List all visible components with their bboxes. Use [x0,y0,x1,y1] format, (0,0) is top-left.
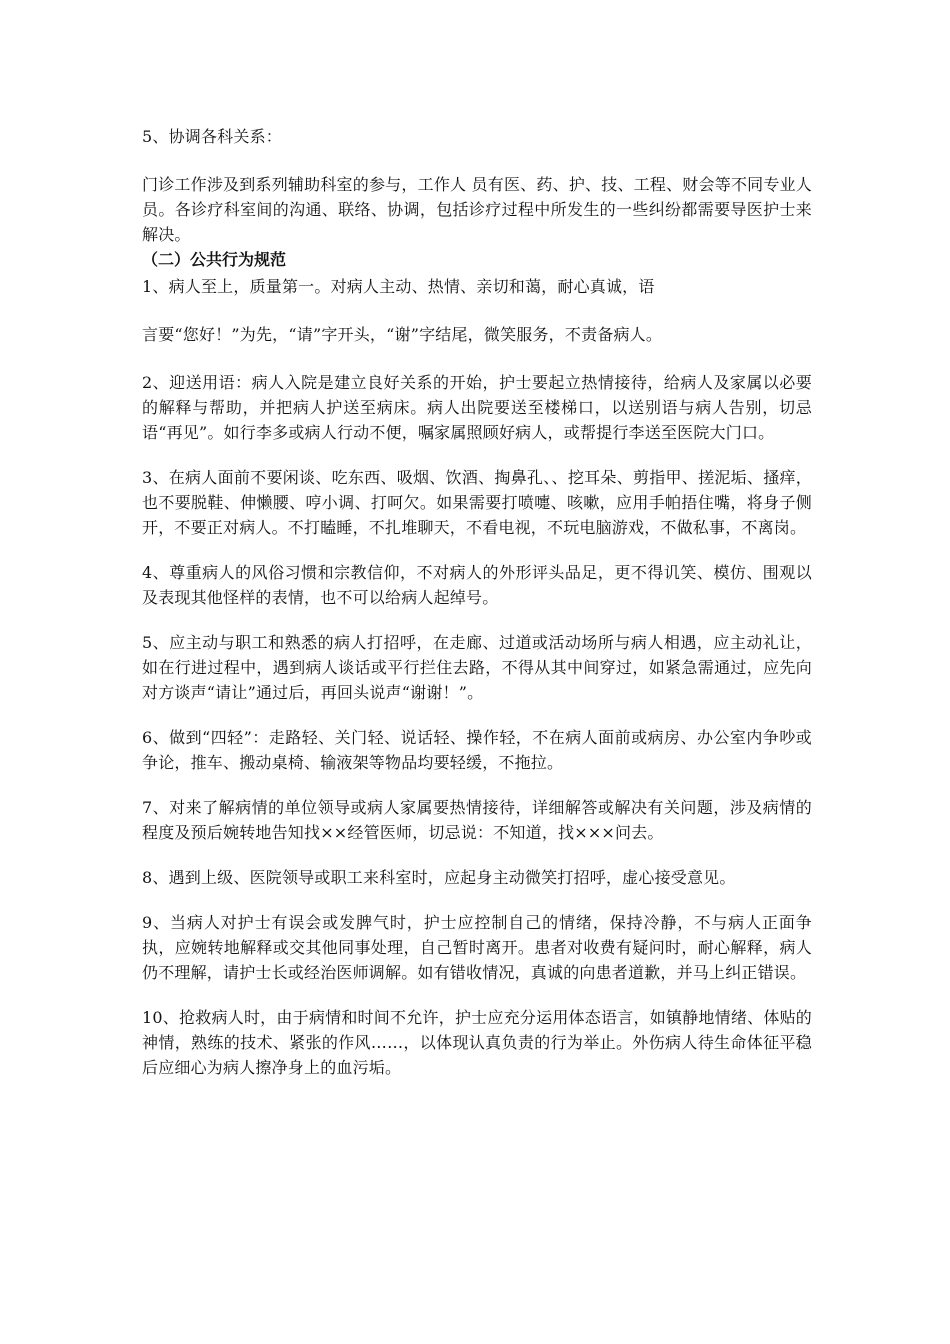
section-heading: （二）公共行为规范 [142,250,287,269]
paragraph-rule-1-cont: 言要“您好！”为先，“请”字开头，“谢”字结尾，微笑服务，不责备病人。 [142,325,663,344]
paragraph-rule-9: 9、当病人对护士有误会或发脾气时，护士应控制自己的情绪，保持冷静，不与病人正面争执，应婉转地解释或交其他同事处理，自己暂时离开。患者对收费有疑问时，耐心解释，病人仍不理解，请护士长或经治医师调解。如有错收情况，真诚的向患者道歉，并马上纠正错误。 [142,913,812,982]
paragraph-rule-4: 4、尊重病人的风俗习惯和宗教信仰，不对病人的外形评头品足，更不得讥笑、模仿、围观以及表现其他怪样的表情，也不可以给病人起绰号。 [142,563,812,607]
paragraph-rule-7: 7、对来了解病情的单位领导或病人家属要热情接待，详细解答或解决有关问题，涉及病情的程度及预后婉转地告知找××经管医师，切忌说：不知道，找×××问去。 [142,798,812,842]
document-page [142,124,812,1080]
paragraph-rule-6: 6、做到“四轻”：走路轻、关门轻、说话轻、操作轻，不在病人面前或病房、办公室内争吵或争论，推车、搬动桌椅、输液架等物品均要轻缓，不拖拉。 [142,728,812,772]
paragraph-rule-2: 2、迎送用语：病人入院是建立良好关系的开始，护士要起立热情接待，给病人及家属以必要的解释与帮助，并把病人护送至病床。病人出院要送至楼梯口，以送别语与病人告别，切忌语“再见”。如行李多或病人行动不便，嘱家属照顾好病人，或帮提行李送至医院大门口。 [142,373,812,442]
paragraph-outpatient: 门诊工作涉及到系列辅助科室的参与，工作人 员有医、药、护、技、工程、财会等不同专业人员。各诊疗科室间的沟通、联络、协调，包括诊疗过程中所发生的一些纠纷都需要导医护士来解决。 [142,175,812,244]
paragraph-rule-1: 1、病人至上，质量第一。对病人主动、热情、亲切和蔼，耐心真诚，语 [142,277,655,296]
paragraph-rule-8: 8、遇到上级、医院领导或职工来科室时，应起身主动微笑打招呼，虚心接受意见。 [142,868,736,887]
paragraph-rule-10: 10、抢救病人时，由于病情和时间不允许，护士应充分运用体态语言，如镇静地情绪、体贴的神情，熟练的技术、紧张的作风……，以体现认真负责的行为举止。外伤病人待生命体征平稳后应细心为病人擦净身上的血污垢。 [142,1008,812,1077]
paragraph-rule-5: 5、应主动与职工和熟悉的病人打招呼，在走廊、过道或活动场所与病人相遇，应主动礼让，如在行进过程中，遇到病人谈话或平行拦住去路，不得从其中间穿过，如紧急需通过，应先向对方谈声“请让”通过后，再回头说声“谢谢！”。 [142,633,812,702]
paragraph-rule-3: 3、在病人面前不要闲谈、吃东西、吸烟、饮酒、掏鼻孔、、挖耳朵、剪指甲、搓泥垢、搔痒，也不要脱鞋、伸懒腰、哼小调、打呵欠。如果需要打喷嚏、咳嗽，应用手帕捂住嘴，将身子侧开，不要正对病人。不打瞌睡，不扎堆聊天，不看电视，不玩电脑游戏，不做私事，不离岗。 [142,468,812,537]
paragraph-coordinate-title: 5、协调各科关系： [142,127,282,146]
